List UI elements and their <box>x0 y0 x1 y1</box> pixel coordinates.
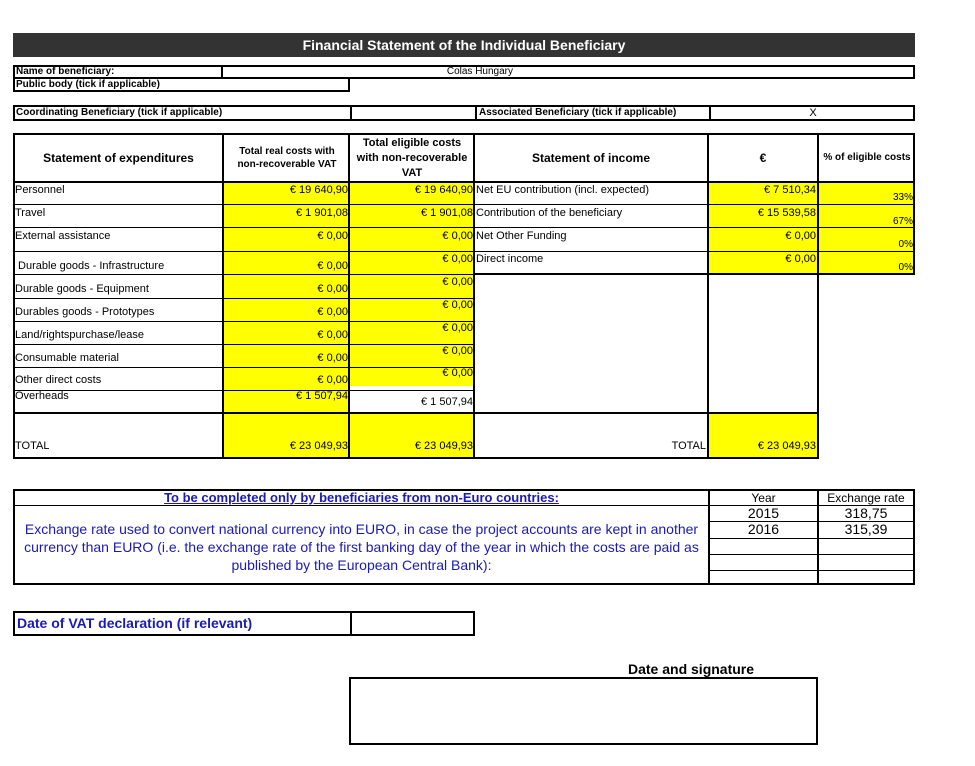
exchange-description: Exchange rate used to convert national currency into EURO, in case the project accounts are kept in another currency than EURO (i.e. the exchange rate of the first banking day of the year in which the costs are paid as published by the European Central Bank): <box>24 521 699 573</box>
income-amount[interactable]: € 0,00 <box>785 230 816 242</box>
total-label: TOTAL <box>15 440 50 452</box>
income-total-label: TOTAL <box>671 440 706 452</box>
vat-declaration-row <box>13 611 475 636</box>
expenditure-real[interactable]: € 0,00 <box>317 329 348 341</box>
associated-checkbox[interactable]: X <box>809 107 817 119</box>
name-of-beneficiary-value[interactable]: Colas Hungary <box>446 66 513 77</box>
coordinating-row <box>13 105 915 121</box>
euro-header: € <box>759 151 767 165</box>
rate-value[interactable]: 318,75 <box>844 506 888 521</box>
income-label: Net Other Funding <box>476 230 567 242</box>
expenditure-eligible[interactable]: € 0,00 <box>442 230 473 242</box>
year-header: Year <box>751 491 776 505</box>
expenditure-eligible[interactable]: € 1 901,08 <box>421 207 473 219</box>
income-label: Net EU contribution (incl. expected) <box>476 184 650 196</box>
income-amount[interactable]: € 7 510,34 <box>764 184 816 196</box>
expenditure-label: Durable goods - Equipment <box>15 283 149 295</box>
income-amount[interactable]: € 0,00 <box>785 253 816 265</box>
public-body-label: Public body (tick if applicable) <box>16 79 160 90</box>
expenditure-eligible[interactable]: € 19 640,90 <box>414 184 473 196</box>
expenditure-real[interactable]: € 1 901,08 <box>296 207 348 219</box>
expenditure-label: External assistance <box>15 230 111 242</box>
expenditure-real[interactable]: € 0,00 <box>317 352 348 364</box>
expenditure-label: Consumable material <box>15 352 119 364</box>
expenditure-eligible[interactable]: € 1 507,94 <box>421 396 473 408</box>
income-pct: 67% <box>892 216 913 227</box>
expenditure-eligible[interactable]: € 0,00 <box>442 299 473 311</box>
expenditure-label: Land/rightspurchase/lease <box>15 329 145 341</box>
real-costs-header: Total real costs with non-recoverable VAT <box>237 146 337 170</box>
page-title: Financial Statement of the Individual Beneficiary <box>13 33 915 57</box>
expenditure-real[interactable]: € 1 507,94 <box>296 390 348 402</box>
expenditure-real[interactable]: € 0,00 <box>317 260 348 272</box>
expenditure-label: Personnel <box>15 184 65 196</box>
expenditure-eligible[interactable]: € 0,00 <box>442 253 473 265</box>
signature-label: Date and signature <box>628 661 755 677</box>
income-amount[interactable]: € 15 539,58 <box>757 207 816 219</box>
expenditures-header: Statement of expenditures <box>43 151 194 165</box>
total-real: € 23 049,93 <box>289 440 348 452</box>
rate-header: Exchange rate <box>827 491 905 505</box>
expenditure-label: Durable goods - Infrastructure <box>15 260 165 272</box>
exchange-rate-block <box>13 489 915 585</box>
total-eligible: € 23 049,93 <box>414 440 473 452</box>
income-pct: 0% <box>898 262 913 273</box>
year-value[interactable]: 2015 <box>747 506 780 521</box>
income-header: Statement of income <box>531 151 651 165</box>
income-label: Contribution of the beneficiary <box>476 207 623 219</box>
pct-header: % of eligible costs <box>823 152 911 163</box>
expenditure-eligible[interactable]: € 0,00 <box>442 322 473 334</box>
expenditure-real[interactable]: € 0,00 <box>317 374 348 386</box>
expenditure-income-table <box>13 133 917 459</box>
income-pct: 0% <box>898 239 913 250</box>
eligible-costs-header: Total eligible costs with non-recoverable VAT <box>356 137 468 179</box>
expenditure-label: Travel <box>15 207 46 219</box>
year-value[interactable]: 2016 <box>747 522 780 537</box>
income-pct: 33% <box>892 192 913 203</box>
expenditure-label: Durables goods - Prototypes <box>15 306 155 318</box>
income-label: Direct income <box>476 253 544 265</box>
expenditure-real[interactable]: € 19 640,90 <box>289 184 348 196</box>
expenditure-real[interactable]: € 0,00 <box>317 230 348 242</box>
expenditure-eligible[interactable]: € 0,00 <box>442 276 473 288</box>
name-of-beneficiary-label: Name of beneficiary: <box>16 66 115 77</box>
signature-box[interactable] <box>349 677 818 745</box>
exchange-heading: To be completed only by beneficiaries from non-Euro countries: <box>164 491 559 505</box>
expenditure-eligible[interactable]: € 0,00 <box>442 345 473 357</box>
coordinating-beneficiary-label: Coordinating Beneficiary (tick if applicable) <box>16 107 223 118</box>
income-total-amount: € 23 049,93 <box>757 440 816 452</box>
vat-declaration-field[interactable] <box>352 613 473 634</box>
expenditure-real[interactable]: € 0,00 <box>317 306 348 318</box>
associated-beneficiary-label: Associated Beneficiary (tick if applicable) <box>479 107 677 118</box>
beneficiary-block <box>13 65 915 92</box>
expenditure-label: Other direct costs <box>15 374 102 386</box>
vat-declaration-label: Date of VAT declaration (if relevant) <box>17 615 253 631</box>
expenditure-label: Overheads <box>15 390 69 402</box>
expenditure-real[interactable]: € 0,00 <box>317 283 348 295</box>
expenditure-eligible[interactable]: € 0,00 <box>442 367 473 379</box>
rate-value[interactable]: 315,39 <box>844 522 888 537</box>
